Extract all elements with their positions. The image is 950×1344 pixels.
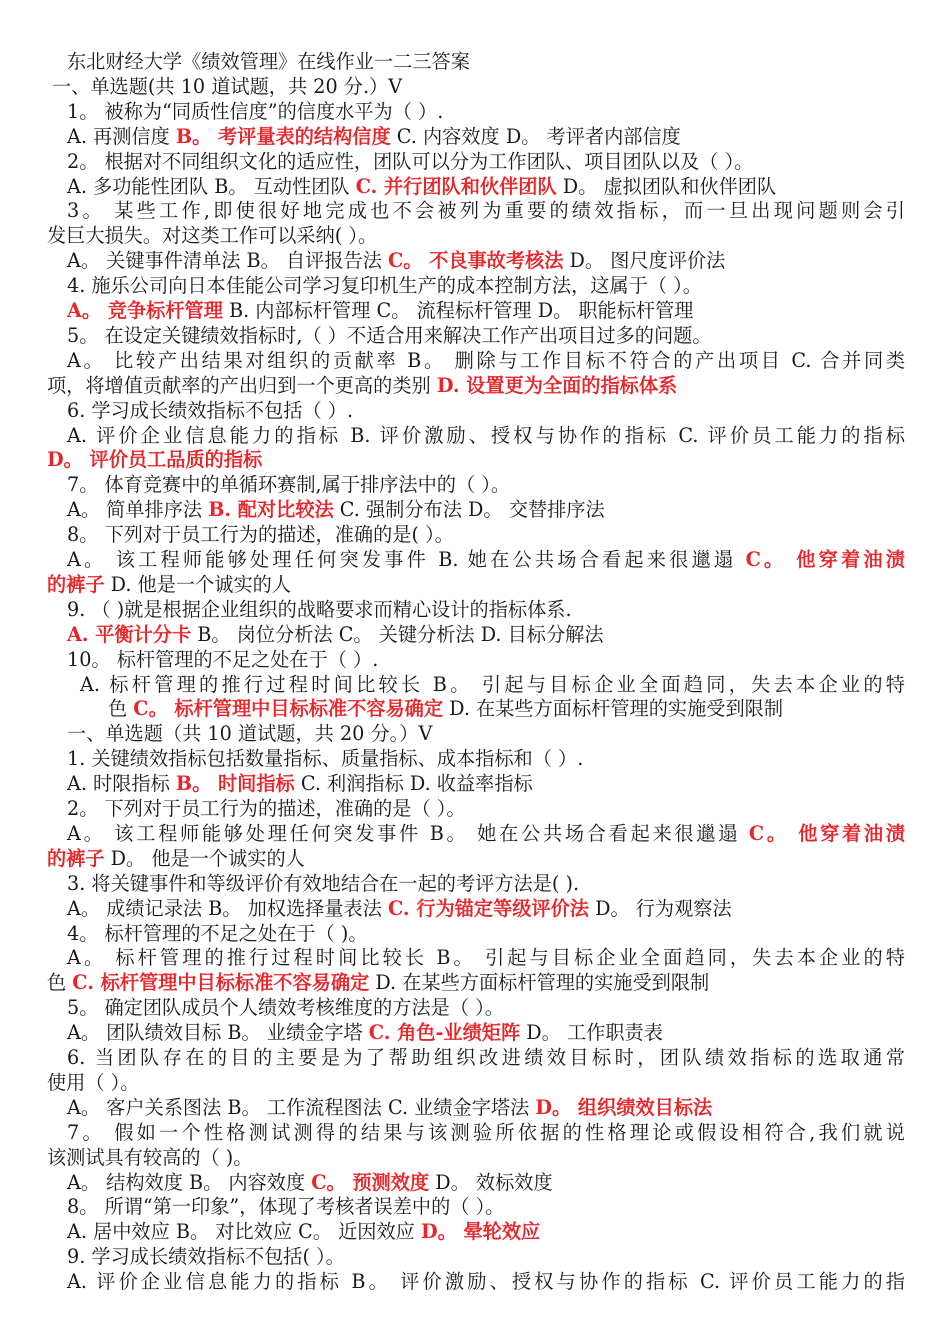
text-line bbox=[67, 871, 905, 896]
question-text: 6. 当团队存在的目的主要是为了帮助组织改进绩效目标时，团队绩效指标的选取通常 bbox=[67, 1046, 905, 1069]
question-text: 该测试具有较高的（ )。 bbox=[47, 1145, 253, 1169]
text-line bbox=[67, 248, 905, 273]
answer-text: A。 竞争标杆管理 bbox=[67, 299, 223, 322]
question-text: D。 图尺度评价法 bbox=[563, 249, 726, 273]
text-line bbox=[67, 174, 905, 199]
question-text: 10。 标杆管理的不足之处在于（ ）. bbox=[67, 647, 379, 671]
text-line bbox=[67, 423, 905, 448]
text-line bbox=[67, 273, 905, 298]
question-text: A。 比较产出结果对组织的贡献率 B。 删除与工作目标不符合的产出项目 C. 合并同类 bbox=[67, 348, 905, 372]
question-text: D。 行为观察法 bbox=[588, 896, 732, 920]
question-text: A。 成绩记录法 B。 加权选择量表法 bbox=[67, 896, 388, 920]
question-text: D。 他是一个诚实的人 bbox=[104, 846, 305, 870]
question-text: 5。 确定团队成员个人绩效考核维度的方法是（ ）。 bbox=[67, 996, 504, 1020]
text-line bbox=[67, 647, 905, 672]
question-text: A。 标杆管理的推行过程时间比较长 B。 引起与目标企业全面趋同，失去本企业的特 bbox=[67, 946, 905, 970]
text-line bbox=[67, 1269, 905, 1294]
text-line bbox=[67, 1170, 905, 1195]
question-text: 色 bbox=[47, 971, 73, 995]
text-line bbox=[80, 672, 905, 697]
text-line bbox=[67, 1244, 905, 1269]
answer-text: B. 配对比较法 bbox=[208, 498, 334, 522]
answer-text: A. 平衡计分卡 bbox=[67, 622, 192, 646]
text-line bbox=[67, 771, 905, 796]
text-line bbox=[67, 1120, 905, 1145]
question-text: 使用（ ）。 bbox=[47, 1070, 140, 1094]
text-line bbox=[47, 1070, 905, 1095]
answer-text: D。 组织绩效目标法 bbox=[535, 1095, 713, 1119]
text-line bbox=[67, 896, 905, 921]
text-line bbox=[67, 746, 905, 771]
text-line bbox=[47, 373, 905, 398]
question-text: 3. 将关键事件和等级评价有效地结合在一起的考评方法是( ). bbox=[67, 871, 580, 895]
text-line bbox=[67, 921, 905, 946]
question-text: D. 他是一个诚实的人 bbox=[104, 572, 292, 596]
question-text: A。 关键事件清单法 B。 自评报告法 bbox=[67, 249, 388, 273]
answer-text: D. 设置更为全面的指标体系 bbox=[436, 373, 678, 397]
question-text: 6. 学习成长绩效指标不包括（ ）. bbox=[67, 398, 354, 422]
text-line bbox=[47, 572, 905, 597]
question-text: C. 强制分布法 D。 交替排序法 bbox=[333, 498, 605, 522]
question-text: A. 评价企业信息能力的指标 B. 评价激励、授权与协作的指标 C. 评价员工能力的指标 bbox=[67, 423, 905, 447]
text-line bbox=[67, 398, 905, 423]
question-text: 项，将增值贡献率的产出归到一个更高的类别 bbox=[47, 373, 437, 397]
text-line bbox=[47, 846, 905, 871]
text-line bbox=[67, 323, 905, 348]
question-text: A。 客户关系图法 B。 工作流程图法 C. 业绩金字塔法 bbox=[67, 1095, 536, 1119]
text-line bbox=[67, 99, 905, 124]
answer-text: C。 预测效度 bbox=[311, 1170, 430, 1194]
question-text: B。 岗位分析法 C。 关键分析法 D. 目标分解法 bbox=[191, 622, 604, 646]
text-line bbox=[108, 696, 905, 721]
text-line bbox=[67, 597, 905, 622]
text-line bbox=[47, 1145, 905, 1170]
text-line bbox=[67, 1095, 905, 1120]
question-text: 8。 所谓“第一印象”，体现了考核者误差中的（ ）。 bbox=[67, 1195, 505, 1219]
question-text: C. 利润指标 D. 收益率指标 bbox=[294, 772, 533, 796]
answer-text: C。 不良事故考核法 bbox=[387, 249, 564, 273]
question-text: D. 在某些方面标杆管理的实施受到限制 bbox=[369, 971, 710, 995]
answer-text: C. 标杆管理中目标标准不容易确定 bbox=[72, 971, 370, 995]
question-text: 1. 关键绩效指标包括数量指标、质量指标、成本指标和（ ）. bbox=[67, 747, 584, 771]
question-text: B. 内部标杆管理 C。 流程标杆管理 D。 职能标杆管理 bbox=[222, 299, 694, 322]
question-text: 2。 下列对于员工行为的描述，准确的是（ ）。 bbox=[67, 797, 466, 820]
text-line bbox=[67, 149, 905, 174]
text-line bbox=[47, 223, 905, 248]
text-line bbox=[67, 348, 905, 373]
answer-text: C。 标杆管理中目标标准不容易确定 bbox=[133, 697, 444, 721]
text-line bbox=[47, 447, 905, 472]
question-text: A。 简单排序法 bbox=[67, 498, 209, 522]
question-text: A。 团队绩效目标 B。 业绩金字塔 bbox=[67, 1021, 369, 1045]
question-text: D。 效标效度 bbox=[429, 1170, 553, 1194]
question-text: D. 在某些方面标杆管理的实施受到限制 bbox=[443, 697, 784, 721]
text-line bbox=[67, 1045, 905, 1070]
answer-text: 的裤子 bbox=[47, 572, 105, 596]
answer-text: D。 评价员工品质的指标 bbox=[47, 448, 263, 472]
question-text: 7。 体育竞赛中的单循环赛制,属于排序法中的（ ）。 bbox=[67, 473, 511, 497]
question-text: 5。 在设定关键绩效指标时,（ ）不适合用来解决工作产出项目过多的问题。 bbox=[67, 323, 712, 347]
text-line bbox=[67, 522, 905, 547]
question-text: D。 虚拟团队和伙伴团队 bbox=[556, 174, 777, 198]
text-line bbox=[67, 622, 905, 647]
text-line bbox=[67, 1219, 905, 1244]
question-text: 一、单选题（共 10 道试题，共 20 分。）V bbox=[67, 722, 433, 746]
answer-text: C。 他穿着油渍 bbox=[748, 821, 906, 845]
question-text: A. 多功能性团队 B。 互动性团队 bbox=[67, 174, 356, 198]
question-text: 7。 假如一个性格测试测得的结果与该测验所依据的性格理论或假设相符合,我们就说 bbox=[67, 1120, 905, 1144]
question-text: C. 内容效度 D。 考评者内部信度 bbox=[390, 124, 681, 148]
question-text: A。 该工程师能够处理任何突发事件 B。 她在公共场合看起来很邋遢 bbox=[67, 821, 749, 845]
answer-text: C. 并行团队和伙伴团队 bbox=[355, 174, 557, 198]
question-text: 1。 被称为“同质性信度”的信度水平为（ ）. bbox=[67, 99, 444, 123]
question-text: 9. 学习成长绩效指标不包括( ）。 bbox=[67, 1245, 345, 1269]
answer-text: 的裤子 bbox=[47, 846, 105, 870]
question-text: 8。 下列对于员工行为的描述，准确的是( ）。 bbox=[67, 523, 454, 547]
answer-text: B。 考评量表的结构信度 bbox=[175, 124, 391, 148]
question-text: A. 时限指标 bbox=[67, 772, 176, 796]
question-text: 9. （ )就是根据企业组织的战略要求而精心设计的指标体系. bbox=[67, 597, 572, 621]
question-text: 4。 标杆管理的不足之处在于（ )。 bbox=[67, 921, 368, 945]
answer-text: D。 晕轮效应 bbox=[420, 1220, 541, 1244]
question-text: 发巨大损失。对这类工作可以采纳( ）。 bbox=[47, 224, 378, 248]
question-text: A. 居中效应 B。 对比效应 C。 近因效应 bbox=[67, 1220, 421, 1244]
text-line bbox=[67, 1194, 905, 1219]
question-text: D。 工作职责表 bbox=[520, 1021, 663, 1045]
text-line bbox=[67, 472, 905, 497]
question-text: 2。 根据对不同组织文化的适应性，团队可以分为工作团队、项目团队以及（ ）。 bbox=[67, 149, 754, 173]
text-line bbox=[67, 198, 905, 223]
text-line bbox=[47, 970, 905, 995]
text-line bbox=[67, 497, 905, 522]
answer-text: C。 他穿着油渍 bbox=[745, 548, 905, 571]
text-line bbox=[52, 74, 905, 99]
question-text: 色 bbox=[108, 697, 134, 721]
text-line bbox=[67, 945, 905, 970]
question-text: 4. 施乐公司向日本佳能公司学习复印机生产的成本控制方法，这属于（ ）。 bbox=[67, 274, 702, 298]
answer-text: C. 角色-业绩矩阵 bbox=[368, 1021, 521, 1045]
text-line bbox=[67, 49, 905, 74]
question-text: 3。 某些工作,即使很好地完成也不会被列为重要的绩效指标，而一旦出现问题则会引 bbox=[67, 199, 905, 223]
question-text: 一、单选题(共 10 道试题，共 20 分.）V bbox=[52, 74, 403, 98]
text-line bbox=[67, 298, 905, 323]
answer-text: C. 行为锚定等级评价法 bbox=[387, 896, 589, 920]
text-line bbox=[67, 796, 905, 821]
question-text: A。 该工程师能够处理任何突发事件 B. 她在公共场合看起来很邋遢 bbox=[67, 548, 746, 571]
question-text: 东北财经大学《绩效管理》在线作业一二三答案 bbox=[67, 50, 470, 73]
question-text: A. 评价企业信息能力的指标 B。 评价激励、授权与协作的指标 C. 评价员工能力的指 bbox=[67, 1270, 905, 1294]
text-line bbox=[67, 547, 905, 572]
text-line bbox=[67, 1020, 905, 1045]
answer-text: B。 时间指标 bbox=[175, 772, 295, 796]
question-text: A. 标杆管理的推行过程时间比较长 B。 引起与目标企业全面趋同，失去本企业的特 bbox=[80, 672, 905, 696]
question-text: A。 结构效度 B。 内容效度 bbox=[67, 1170, 312, 1194]
question-text: A. 再测信度 bbox=[67, 124, 176, 148]
text-line bbox=[67, 821, 905, 846]
text-line bbox=[67, 124, 905, 149]
text-line bbox=[67, 995, 905, 1020]
text-line bbox=[67, 721, 905, 746]
